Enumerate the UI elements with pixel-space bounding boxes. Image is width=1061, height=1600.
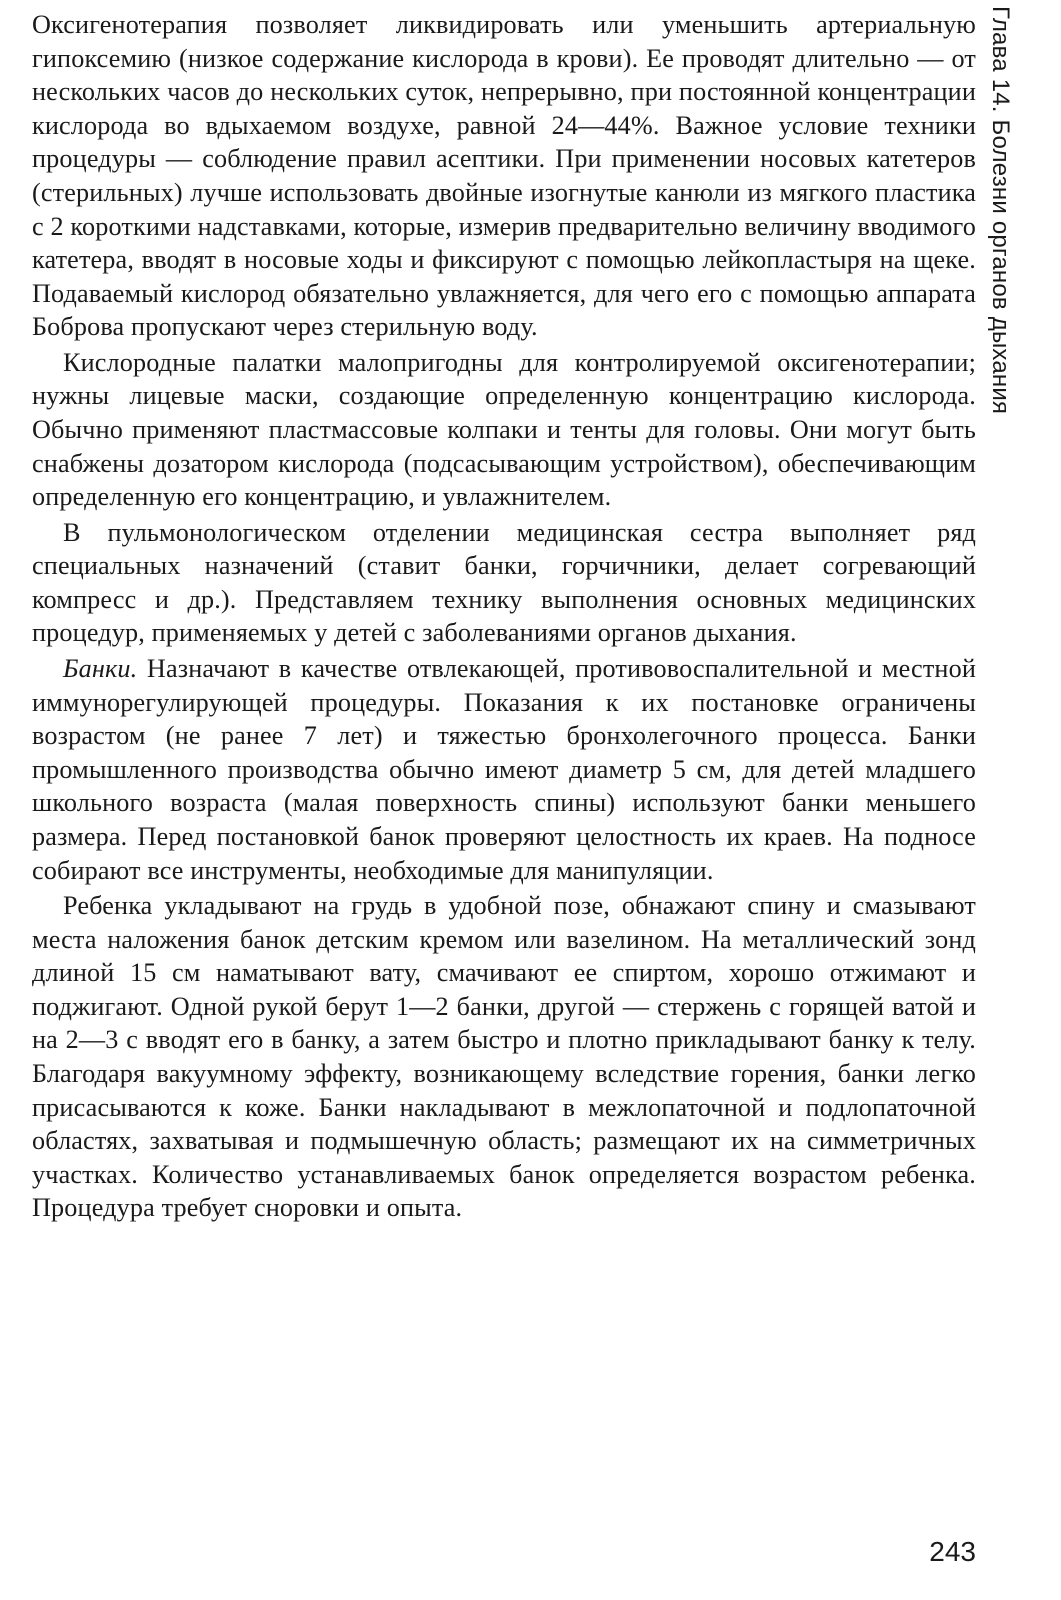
- paragraph-cupping-technique: Ребенка укладывают на грудь в удобной позе, обнажают спину и смазывают места наложения банок детским кремом или вазелином. На металлический зонд длиной 15 см наматывают вату, смачивают ее спиртом, хорошо отжимают и поджигают. Одной рукой берут 1—2 банки, другой — стержень с горящей ватой и на 2—3 с вводят его в банку, а затем быстро и плотно прикладывают банку к телу. Благодаря вакуумному эффекту, возникающему вследствие горения, банки легко присасываются к коже. Банки накладывают в межлопаточной и подлопаточной областях, захватывая и подмышечную область; размещают их на симметричных участках. Количество устанавливаемых банок определяется возрастом ребенка. Процедура требует сноровки и опыта.: [32, 891, 976, 1223]
- paragraph-oxygen-therapy: Оксигенотерапия позволяет ликвидировать или уменьшить артериальную гипоксемию (низкое содержание кислорода в крови). Ее проводят длительно — от нескольких часов до нескольких суток, непрерывно, при постоянной концентрации кислорода во вдыхаемом воздухе, равной 24—44%. Важное условие техники процедуры — соблюдение правил асептики. При применении носовых катетеров (стерильных) лучше использовать двойные изогнутые канюли из мягкого пластика с 2 короткими надставками, которые, измерив предварительно величину вводимого катетера, вводят в носовые ходы и фиксируют с помощью лейкопластыря на щеке. Подаваемый кислород обязательно увлажняется, для чего его с помощью аппарата Боброва пропускают через стерильную воду.: [32, 10, 976, 342]
- body-text: [32, 8, 976, 1227]
- paragraph-nurse-duties: В пульмонологическом отделении медицинская сестра выполняет ряд специальных назначений (ставит банки, горчичники, делает согревающий компресс и др.). Представляем технику выполнения основных медицинских процедур, применяемых у детей с заболеваниями органов дыхания.: [32, 517, 976, 648]
- paragraph-cupping: [32, 652, 976, 887]
- page-number: 243: [929, 1536, 976, 1567]
- cupping-text: Назначают в качестве отвлекающей, противовоспалительной и местной иммунорегулирующей процедуры. Показания к их постановке ограничены возрастом (не ранее 7 лет) и тяжестью бронхолегочного процесса. Банки промышленного производства обычно имеют диаметр 5 см, для детей младшего школьного возраста (малая поверхность спины) используют банки меньшего размера. Перед постановкой банок проверяют целостность их краев. На подносе собирают все инструменты, необходимые для манипуляции.: [32, 653, 976, 885]
- paragraph-oxygen-tents: Кислородные палатки малопригодны для контролируемой оксигенотерапии; нужны лицевые маски, создающие определенную концентрацию кислорода. Обычно применяют пластмассовые колпаки и тенты для головы. Они могут быть снабжены дозатором кислорода (подсасывающим устройством), обеспечивающим определенную его концентрацию, и увлажнителем.: [32, 347, 976, 512]
- cupping-heading: Банки.: [63, 653, 138, 683]
- chapter-running-header: Глава 14. Болезни органов дыхания: [987, 6, 1014, 415]
